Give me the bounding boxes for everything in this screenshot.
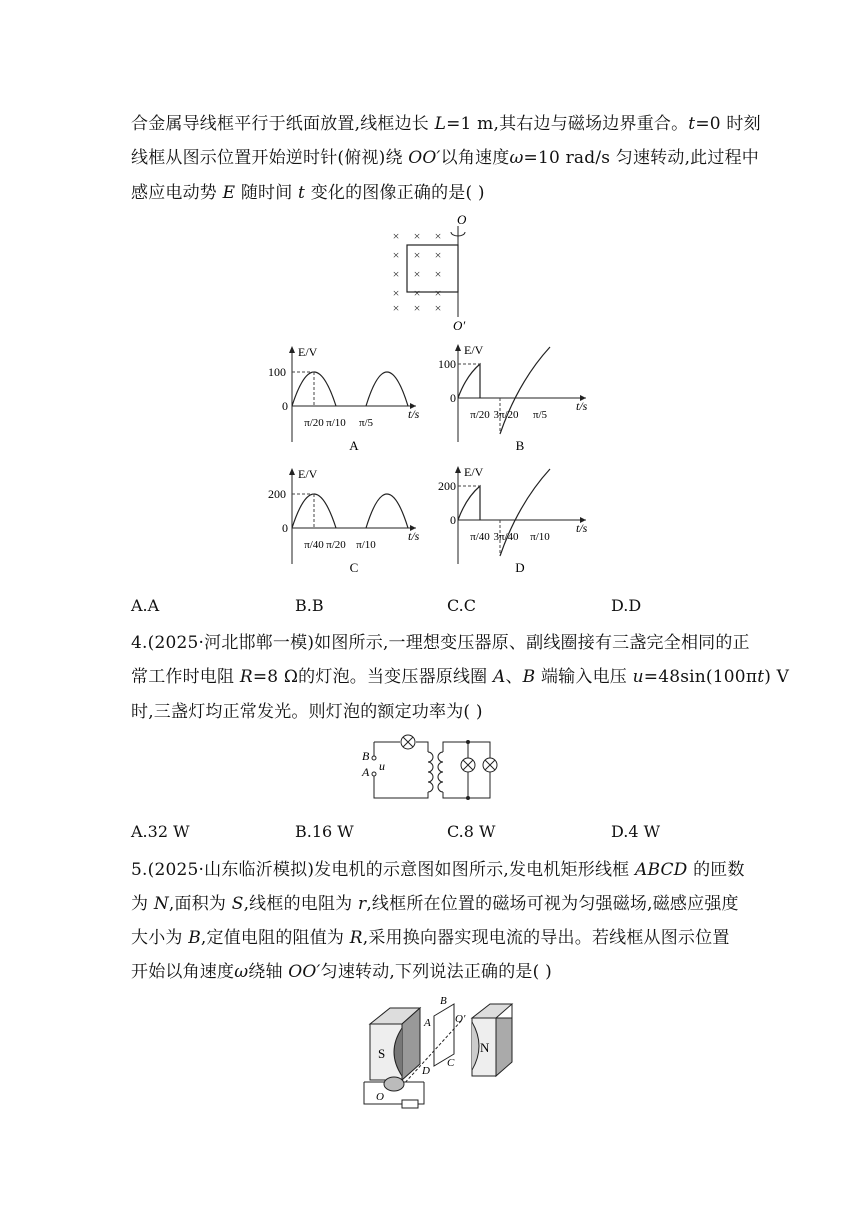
peak-d: 200 [438,479,456,493]
origin-d: 0 [450,513,456,527]
svg-text:×: × [392,286,400,300]
tick-b-2: 3π/20 [493,409,519,421]
tick-c-2: π/20 [326,539,346,551]
commutator [384,1077,404,1091]
magnet-n [472,1004,512,1018]
curve-c [292,494,408,528]
graph-d [438,464,608,576]
peak-b: 100 [438,357,456,371]
q3-option-c[interactable]: C.C [447,596,476,615]
svg-text:B: B [440,995,447,1007]
label-b: B [362,749,370,763]
tick-a-1: π/20 [304,417,324,429]
svg-text:×: × [413,229,421,243]
q5-line-3: 大小为 B,定值电阻的阻值为 R,采用换向器实现电流的导出。若线框从图示位置 [131,928,730,948]
letter-a: A [349,438,359,453]
xlabel-d: t/s [576,521,588,535]
ylabel-c: E/V [298,467,318,481]
q3-line-3: 感应电动势 E 随时间 t 变化的图像正确的是( ) [131,183,485,203]
q3-line-1: 合金属导线框平行于纸面放置,线框边长 L=1 m,其右边与磁场边界重合。t=0 时刻 [131,114,761,134]
q4-line-2: 常工作时电阻 R=8 Ω的灯泡。当变压器原线圈 A、B 端输入电压 u=48sin(100πt) V [131,667,790,687]
label-u: u [379,759,385,773]
svg-text:×: × [392,248,400,262]
q3-option-d[interactable]: D.D [611,596,642,615]
tick-c-1: π/40 [304,539,324,551]
q5-line-2: 为 N,面积为 S,线框的电阻为 r,线框所在位置的磁场可视为匀强磁场,磁感应强度 [131,894,739,914]
label-n: N [480,1040,490,1055]
letter-c: C [349,560,359,575]
svg-text:×: × [392,229,400,243]
svg-text:C: C [447,1057,455,1069]
svg-text:×: × [434,229,442,243]
tick-c-3: π/10 [356,539,376,551]
svg-text:×: × [434,301,442,315]
resistor [402,1100,418,1108]
svg-text:×: × [434,286,442,300]
ylabel-a: E/V [298,345,318,359]
letter-b: B [515,438,525,453]
graph-b [438,342,608,454]
svg-text:×: × [413,301,421,315]
q4-option-c[interactable]: C.8 W [447,822,496,841]
peak-c: 200 [268,487,286,501]
ylabel-d: E/V [464,465,484,479]
tick-b-1: π/20 [470,409,490,421]
q5-line-4: 开始以角速度ω绕轴 OO′匀速转动,下列说法正确的是( ) [131,962,552,982]
svg-text:×: × [434,248,442,262]
axis-label-o: O [457,212,467,227]
field-marks [393,229,442,315]
svg-text:×: × [413,248,421,262]
q3-option-a[interactable]: A.A [131,596,160,615]
q4-line-3: 时,三盏灯均正常发光。则灯泡的额定功率为( ) [131,702,483,722]
svg-text:O′: O′ [455,1013,466,1025]
svg-text:O: O [376,1091,384,1103]
origin-a: 0 [282,399,288,413]
svg-text:D: D [422,1065,430,1077]
letter-d: D [515,560,525,575]
tick-b-3: π/5 [532,409,548,421]
label-s: S [378,1046,386,1061]
origin-c: 0 [282,521,288,535]
svg-text:×: × [392,267,400,281]
svg-text:×: × [413,267,421,281]
tick-a-3: π/5 [358,417,374,429]
tick-d-3: π/10 [530,531,550,543]
svg-text:×: × [392,301,400,315]
transformer-circuit [358,732,508,804]
graph-c [266,464,436,576]
xlabel-c: t/s [408,529,420,543]
xlabel-a: t/s [408,407,420,421]
curve-a [292,372,408,406]
q4-line-1: 4.(2025·河北邯郸一模)如图所示,一理想变压器原、副线圈接有三盏完全相同的正 [131,633,750,653]
q3-line-2: 线框从图示位置开始逆时针(俯视)绕 OO′以角速度ω=10 rad/s 匀速转动,此过程中 [131,148,759,168]
svg-text:A: A [424,1017,431,1029]
axis-label-o-prime: O′ [453,318,466,333]
tick-d-2: 3π/40 [493,531,519,543]
graph-a [266,342,436,454]
ylabel-b: E/V [464,343,484,357]
generator-figure [362,994,522,1108]
label-a: A [362,765,370,779]
q4-option-d[interactable]: D.4 W [611,822,661,841]
origin-b: 0 [450,391,456,405]
svg-text:×: × [434,267,442,281]
svg-text:×: × [413,286,421,300]
xlabel-b: t/s [576,399,588,413]
q4-option-a[interactable]: A.32 W [131,822,190,841]
tick-d-1: π/40 [470,531,490,543]
q4-option-b[interactable]: B.16 W [295,822,354,841]
field-figure [385,212,485,337]
tick-a-2: π/10 [326,417,346,429]
q3-option-b[interactable]: B.B [295,596,324,615]
peak-a: 100 [268,365,286,379]
q5-line-1: 5.(2025·山东临沂模拟)发电机的示意图如图所示,发电机矩形线框 ABCD 的匝数 [131,860,745,880]
